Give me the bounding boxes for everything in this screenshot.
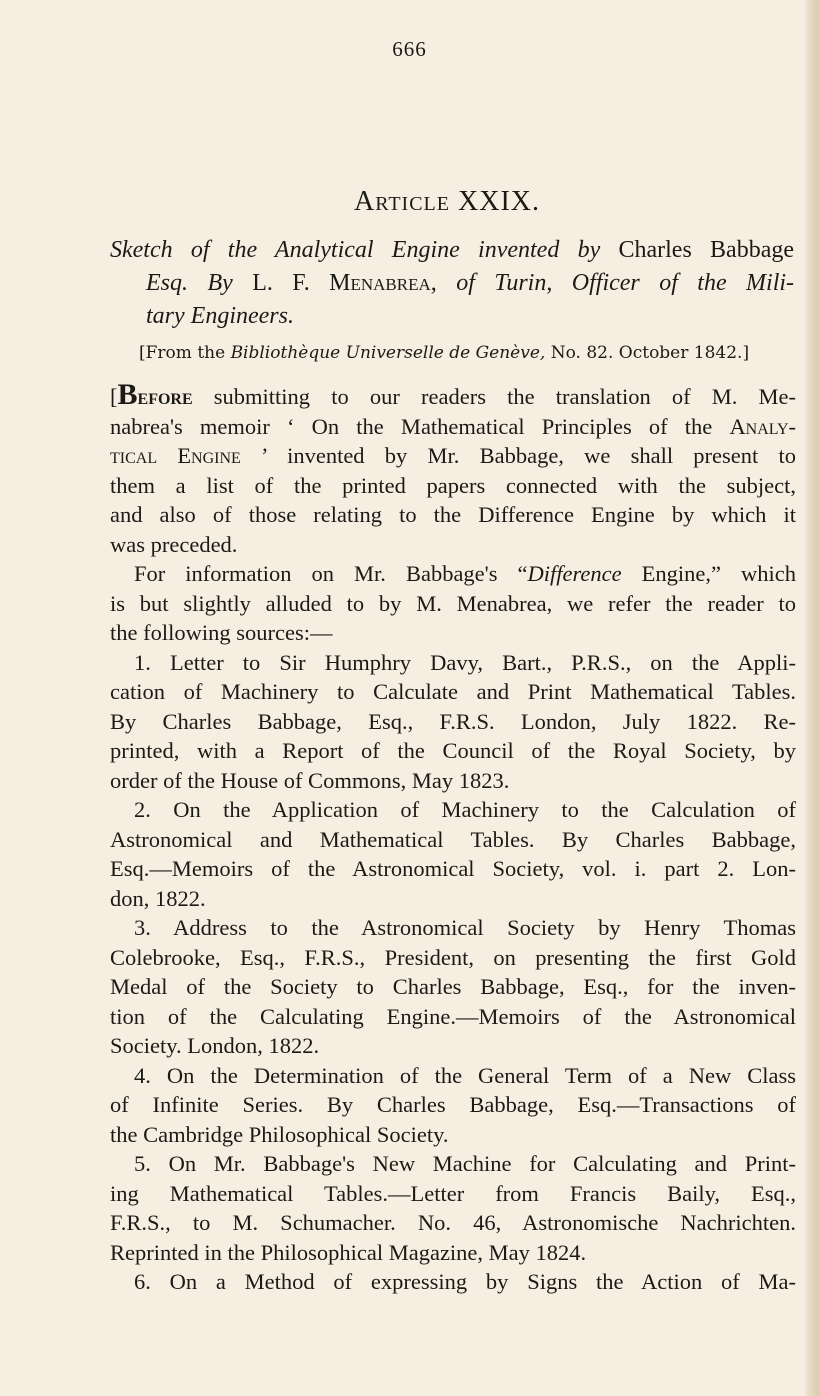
body-line-1-rest: submitting to our readers the translation of M. Me- xyxy=(213,384,797,409)
source-journal: Bibliothèque Universelle de Genève, xyxy=(230,343,546,363)
opening-word: efore xyxy=(137,384,193,409)
title-line-2-initials: L. F. xyxy=(252,270,310,296)
body-line-22: tion of the Calculating Engine.—Memoirs of the Astronomical xyxy=(110,1003,796,1029)
page-number: 666 xyxy=(392,37,427,61)
body-line-17: Esq.—Memoirs of the Astronomical Society, vol. i. part 2. Lon- xyxy=(110,856,796,881)
body-line-15: 2. On the Application of Machinery to the Calculation of xyxy=(134,797,796,822)
body-line-19: 3. Address to the Astronomical Society by Henry Thomas xyxy=(134,915,796,940)
body-line-10: 1. Letter to Sir Humphry Davy, Bart., P.R.S., on the Appli- xyxy=(134,649,796,675)
source-note-pre: [From the xyxy=(139,343,226,363)
title-author-name: Charles Babbage xyxy=(618,237,794,263)
body-line-6: was preceded. xyxy=(110,531,238,557)
body-line-8: is but slightly alluded to by M. Menabrea, we refer the reader to xyxy=(110,590,796,616)
source-note xyxy=(139,343,799,363)
body-line-7-a: For information on Mr. Babbage's “ xyxy=(134,561,528,586)
body-line-30: Reprinted in the Philosophical Magazine, May 1824. xyxy=(110,1239,587,1265)
body-line-13: printed, with a Report of the Council of the Royal Society, by xyxy=(110,738,796,763)
body-line-29: F.R.S., to M. Schumacher. No. 46, Astronomische Nachrichten. xyxy=(110,1210,796,1235)
body-line-1 xyxy=(110,380,796,412)
body-line-27: 5. On Mr. Babbage's New Machine for Calculating and Print- xyxy=(134,1151,796,1176)
body-line-28: ing Mathematical Tables.—Letter from Francis Baily, Esq., xyxy=(110,1180,796,1206)
title-line-2-by: By xyxy=(207,270,233,296)
body-line-2-smallcaps: Analy- xyxy=(729,413,797,439)
article-heading xyxy=(0,186,819,218)
source-note-post: No. 82. October 1842.] xyxy=(550,343,750,363)
title-line-2-menabrea: Menabrea, xyxy=(329,270,437,296)
body-line-18: don, 1822. xyxy=(110,885,206,911)
body-line-7-italic: Difference xyxy=(527,561,622,586)
article-label: Article xyxy=(353,186,450,217)
body-line-16: Astronomical and Mathematical Tables. By Charles Babbage, xyxy=(110,826,796,852)
body-line-25: of Infinite Series. By Charles Babbage, Esq.—Transactions of xyxy=(110,1092,796,1117)
body-line-7-b: Engine,” which xyxy=(641,561,796,586)
body-line-12: By Charles Babbage, Esq., F.R.S. London, July 1822. Re- xyxy=(110,708,796,734)
title-line-1 xyxy=(110,234,794,267)
article-number: XXIX. xyxy=(458,186,540,217)
title-line-2-esq: Esq. xyxy=(146,270,188,296)
body-line-24: 4. On the Determination of the General Term of a New Class xyxy=(134,1062,796,1088)
body-line-20: Colebrooke, Esq., F.R.S., President, on presenting the first Gold xyxy=(110,944,796,970)
body-line-21: Medal of the Society to Charles Babbage, Esq., for the inven- xyxy=(110,974,796,999)
body-line-31: 6. On a Method of expressing by Signs the Action of Ma- xyxy=(134,1269,796,1294)
body-line-23: Society. London, 1822. xyxy=(110,1033,320,1058)
article-body xyxy=(110,380,796,1297)
drop-capital: B xyxy=(117,378,138,411)
body-line-4: them a list of the printed papers connected with the subject, xyxy=(110,472,796,498)
body-line-26: the Cambridge Philosophical Society. xyxy=(110,1121,449,1147)
body-line-2 xyxy=(110,412,796,442)
title-line-2-rest: of Turin, Officer of the Mili- xyxy=(456,270,795,296)
body-line-9: the following sources:— xyxy=(110,620,333,645)
body-line-5: and also of those relating to the Difference Engine by which it xyxy=(110,502,796,527)
title-line-1-italic: Sketch of the Analytical Engine invented by xyxy=(110,237,601,263)
body-line-3-smallcaps: tical Engine xyxy=(110,443,241,468)
body-line-3 xyxy=(110,441,796,471)
title-line-3: tary Engineers. xyxy=(146,303,294,329)
body-line-11: cation of Machinery to Calculate and Print Mathematical Tables. xyxy=(110,679,796,704)
title-line-2 xyxy=(110,267,794,300)
opening-bracket: [ xyxy=(110,384,118,409)
body-line-2-text: nabrea's memoir ‘ On the Mathematical Principles of the xyxy=(110,413,713,439)
body-line-14: order of the House of Commons, May 1823. xyxy=(110,767,510,793)
body-line-7 xyxy=(110,559,796,589)
article-title-block xyxy=(110,234,794,333)
body-line-3-rest: ’ invented by Mr. Babbage, we shall present to xyxy=(261,443,796,468)
